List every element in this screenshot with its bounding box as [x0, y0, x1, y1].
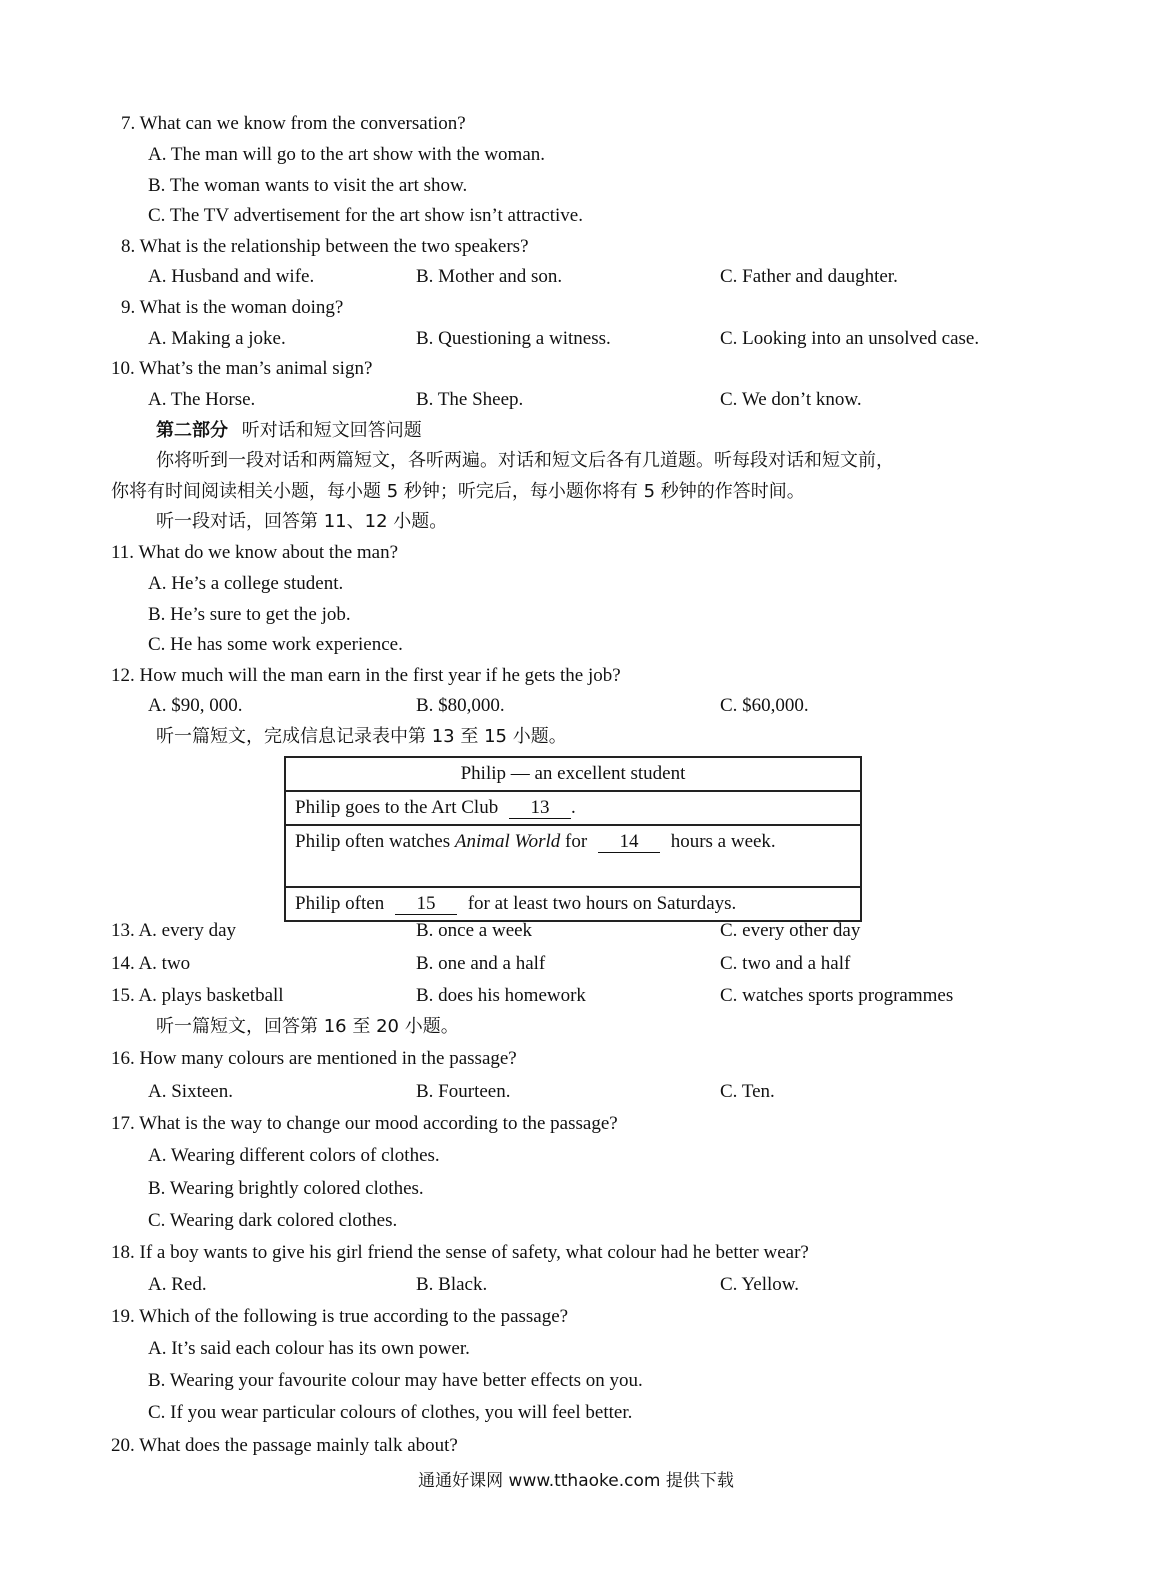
q16-option-b: B. Fourteen. — [416, 1081, 511, 1102]
q19-stem: 19. Which of the following is true according to the passage? — [111, 1306, 569, 1327]
q12-stem: 12. How much will the man earn in the first year if he gets the job? — [111, 665, 621, 686]
q11-stem: 11. What do we know about the man? — [111, 542, 399, 563]
q10-option-c: C. We don’t know. — [720, 389, 862, 410]
q18-stem: 18. If a boy wants to give his girl friend the sense of safety, what colour had he better wear? — [111, 1242, 809, 1263]
q9-option-c: C. Looking into an unsolved case. — [720, 328, 980, 349]
blank-14: 14 — [598, 832, 660, 853]
q11-option-c: C. He has some work experience. — [148, 634, 403, 655]
q8-option-a: A. Husband and wife. — [148, 266, 315, 287]
q18-option-c: C. Yellow. — [720, 1274, 800, 1295]
q13-option-a: 13. A. every day — [111, 920, 237, 941]
row2-text: Philip often watches — [295, 831, 451, 852]
q15-option-a: 15. A. plays basketball — [111, 985, 284, 1006]
section-dialogue-intro: 听一段对话，回答第 11、12 小题。 — [156, 511, 448, 532]
q8-option-c: C. Father and daughter. — [720, 266, 898, 287]
q16-stem: 16. How many colours are mentioned in the passage? — [111, 1048, 517, 1069]
part2-instructions-line2: 你将有时间阅读相关小题，每小题 5 秒钟；听完后，每小题你将有 5 秒钟的作答时间。 — [111, 481, 805, 502]
table-row-saturdays — [285, 887, 861, 921]
q15-option-c: C. watches sports programmes — [720, 985, 954, 1006]
q11-option-b: B. He’s sure to get the job. — [148, 604, 351, 625]
q7-stem: 7. What can we know from the conversation? — [121, 113, 466, 134]
q19-option-b: B. Wearing your favourite colour may have better effects on you. — [148, 1370, 643, 1391]
q17-option-a: A. Wearing different colors of clothes. — [148, 1145, 440, 1166]
page-footer: 通通好课网 www.tthaoke.com 提供下载 — [418, 1471, 734, 1491]
section-passage1-intro: 听一篇短文，完成信息记录表中第 13 至 15 小题。 — [156, 726, 567, 747]
part2-subtitle: 听对话和短文回答问题 — [241, 420, 422, 441]
row2-program-title: Animal World — [454, 831, 561, 852]
q7-option-b: B. The woman wants to visit the art show. — [148, 175, 468, 196]
table-header: Philip — an excellent student — [285, 757, 861, 791]
q10-stem: 10. What’s the man’s animal sign? — [111, 358, 373, 379]
q12-option-a: A. $90, 000. — [148, 695, 243, 716]
q15-option-b: B. does his homework — [416, 985, 586, 1006]
q8-stem: 8. What is the relationship between the two speakers? — [121, 236, 529, 257]
q16-option-a: A. Sixteen. — [148, 1081, 233, 1102]
blank-13: 13 — [509, 798, 571, 819]
table-row-animal-world — [285, 825, 861, 887]
q16-option-c: C. Ten. — [720, 1081, 775, 1102]
part2-title: 第二部分 — [156, 420, 228, 441]
q19-option-a: A. It’s said each colour has its own power. — [148, 1338, 470, 1359]
q17-stem: 17. What is the way to change our mood according to the passage? — [111, 1113, 618, 1134]
part2-instructions-line1: 你将听到一段对话和两篇短文，各听两遍。对话和短文后各有几道题。听每段对话和短文前， — [156, 450, 894, 471]
q9-stem: 9. What is the woman doing? — [121, 297, 344, 318]
row3-text: Philip often — [295, 893, 385, 914]
q19-option-c: C. If you wear particular colours of clothes, you will feel better. — [148, 1402, 633, 1423]
q14-option-c: C. two and a half — [720, 953, 851, 974]
part2-heading — [156, 419, 422, 443]
section-passage2-intro: 听一篇短文，回答第 16 至 20 小题。 — [156, 1016, 459, 1037]
q17-option-c: C. Wearing dark colored clothes. — [148, 1210, 398, 1231]
q9-option-b: B. Questioning a witness. — [416, 328, 611, 349]
q11-option-a: A. He’s a college student. — [148, 573, 344, 594]
blank-15: 15 — [395, 894, 457, 915]
q20-stem: 20. What does the passage mainly talk about? — [111, 1435, 458, 1456]
row2-end: hours a week. — [670, 831, 776, 852]
table-row-art-club — [285, 791, 861, 825]
q12-option-c: C. $60,000. — [720, 695, 809, 716]
q10-option-b: B. The Sheep. — [416, 389, 524, 410]
q17-option-b: B. Wearing brightly colored clothes. — [148, 1178, 424, 1199]
q14-option-a: 14. A. two — [111, 953, 191, 974]
q8-option-b: B. Mother and son. — [416, 266, 563, 287]
row1-end: . — [570, 797, 576, 818]
row1-text: Philip goes to the Art Club — [295, 797, 499, 818]
q10-option-a: A. The Horse. — [148, 389, 256, 410]
q13-option-c: C. every other day — [720, 920, 861, 941]
q14-option-b: B. one and a half — [416, 953, 546, 974]
q9-option-a: A. Making a joke. — [148, 328, 286, 349]
q18-option-b: B. Black. — [416, 1274, 488, 1295]
q7-option-a: A. The man will go to the art show with the woman. — [148, 144, 546, 165]
info-record-table — [284, 756, 862, 922]
q13-option-b: B. once a week — [416, 920, 533, 941]
q12-option-b: B. $80,000. — [416, 695, 505, 716]
q18-option-a: A. Red. — [148, 1274, 207, 1295]
q7-option-c: C. The TV advertisement for the art show isn’t attractive. — [148, 205, 583, 226]
row3-end: for at least two hours on Saturdays. — [467, 893, 737, 914]
row2-for: for — [565, 831, 588, 852]
